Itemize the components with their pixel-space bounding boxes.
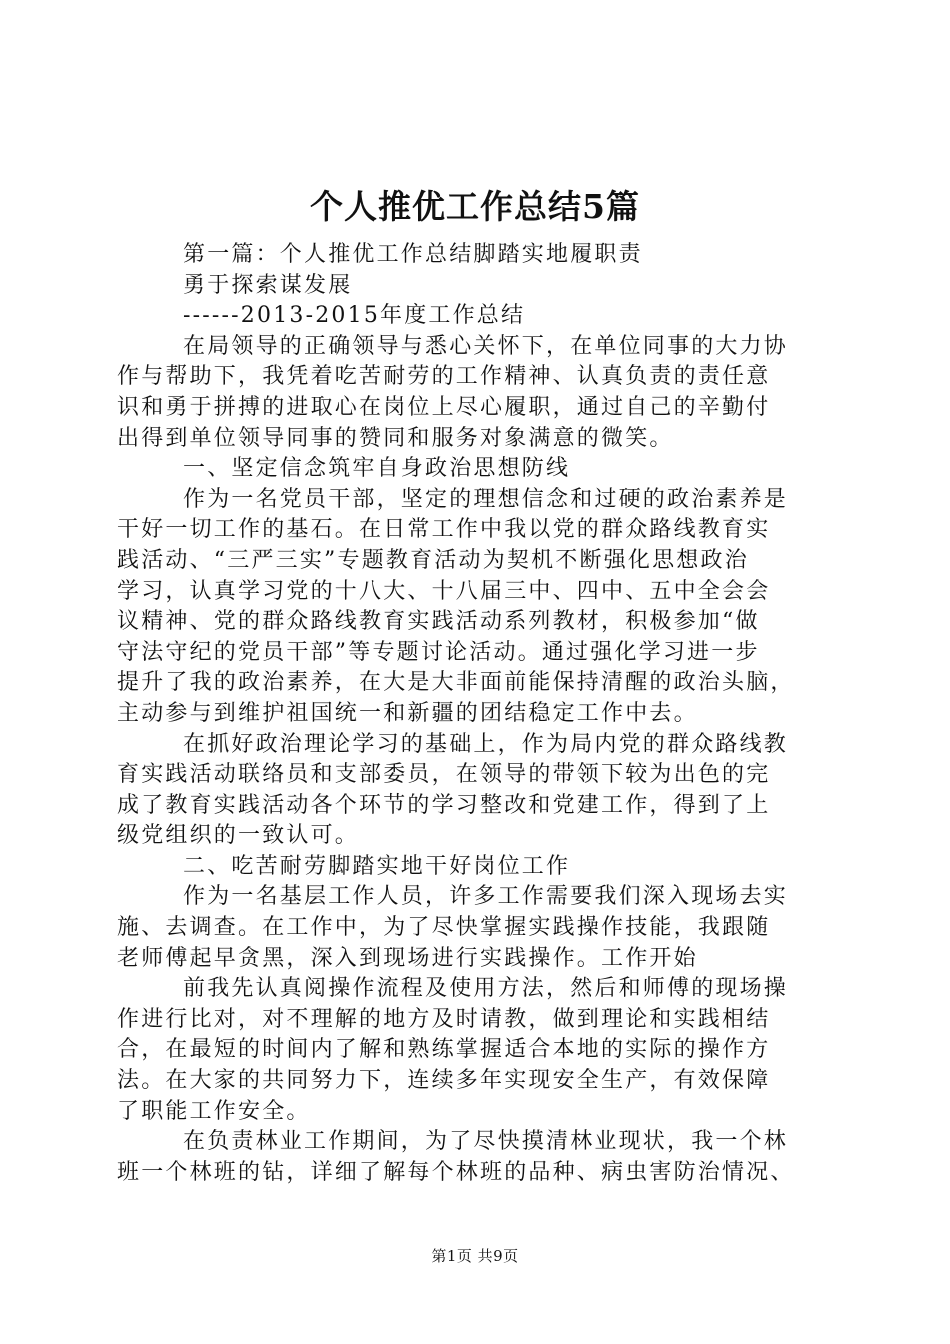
text-line: 践活动、“三严三实”专题教育活动为契机不断强化思想政治 xyxy=(117,547,749,573)
text-line: 二、吃苦耐劳脚踏实地干好岗位工作 xyxy=(183,853,571,879)
document-title: 个人推优工作总结5篇 xyxy=(310,187,640,226)
text-line: 干好一切工作的基石。在日常工作中我以党的群众路线教育实 xyxy=(117,517,771,543)
text-line: 在局领导的正确领导与悉心关怀下，在单位同事的大力协 xyxy=(183,333,789,359)
text-line: ------2013-2015年度工作总结 xyxy=(183,303,526,329)
text-line: 级党组织的一致认可。 xyxy=(117,823,360,849)
text-line: 提升了我的政治素养，在大是大非面前能保持清醒的政治头脑， xyxy=(117,670,795,696)
text-line: 了职能工作安全。 xyxy=(117,1098,311,1124)
text-line: 法。在大家的共同努力下，连续多年实现安全生产，有效保障 xyxy=(117,1068,771,1094)
text-line: 育实践活动联络员和支部委员，在领导的带领下较为出色的完 xyxy=(117,762,771,788)
text-line: 勇于探索谋发展 xyxy=(183,272,353,298)
text-line: 前我先认真阅操作流程及使用方法，然后和师傅的现场操 xyxy=(183,976,789,1002)
text-line: 守法守纪的党员干部”等专题讨论活动。通过强化学习进一步 xyxy=(117,639,760,665)
text-line: 施、去调查。在工作中，为了尽快掌握实践操作技能，我跟随 xyxy=(117,915,771,941)
page-footer: 第1页 共9页 xyxy=(431,1247,519,1265)
text-line: 作为一名党员干部，坚定的理想信念和过硬的政治素养是 xyxy=(183,486,789,512)
text-line: 在负责林业工作期间，为了尽快摸清林业现状，我一个林 xyxy=(183,1129,789,1155)
text-line: 作与帮助下，我凭着吃苦耐劳的工作精神、认真负责的责任意 xyxy=(117,364,771,390)
text-line: 主动参与到维护祖国统一和新疆的团结稳定工作中去。 xyxy=(117,700,698,726)
text-line: 在抓好政治理论学习的基础上，作为局内党的群众路线教 xyxy=(183,731,789,757)
document-body xyxy=(117,240,845,1188)
text-line: 班一个林班的钻，详细了解每个林班的品种、病虫害防治情况、 xyxy=(117,1159,795,1185)
text-line: 成了教育实践活动各个环节的学习整改和党建工作，得到了上 xyxy=(117,792,771,818)
text-line: 合，在最短的时间内了解和熟练掌握适合本地的实际的操作方 xyxy=(117,1037,771,1063)
text-line: 作为一名基层工作人员，许多工作需要我们深入现场去实 xyxy=(183,884,789,910)
text-line: 学习，认真学习党的十八大、十八届三中、四中、五中全会会 xyxy=(117,578,771,604)
text-line: 老师傅起早贪黑，深入到现场进行实践操作。工作开始 xyxy=(117,945,698,971)
text-line: 出得到单位领导同事的赞同和服务对象满意的微笑。 xyxy=(117,425,674,451)
text-line: 议精神、党的群众路线教育实践活动系列教材，积极参加“做 xyxy=(117,609,760,635)
text-line: 第一篇：个人推优工作总结脚踏实地履职责 xyxy=(183,242,643,267)
text-line: 作进行比对，对不理解的地方及时请教，做到理论和实践相结 xyxy=(117,1006,771,1032)
text-line: 识和勇于拼搏的进取心在岗位上尽心履职，通过自己的辛勤付 xyxy=(117,394,771,420)
text-line: 一、坚定信念筑牢自身政治思想防线 xyxy=(183,456,571,482)
